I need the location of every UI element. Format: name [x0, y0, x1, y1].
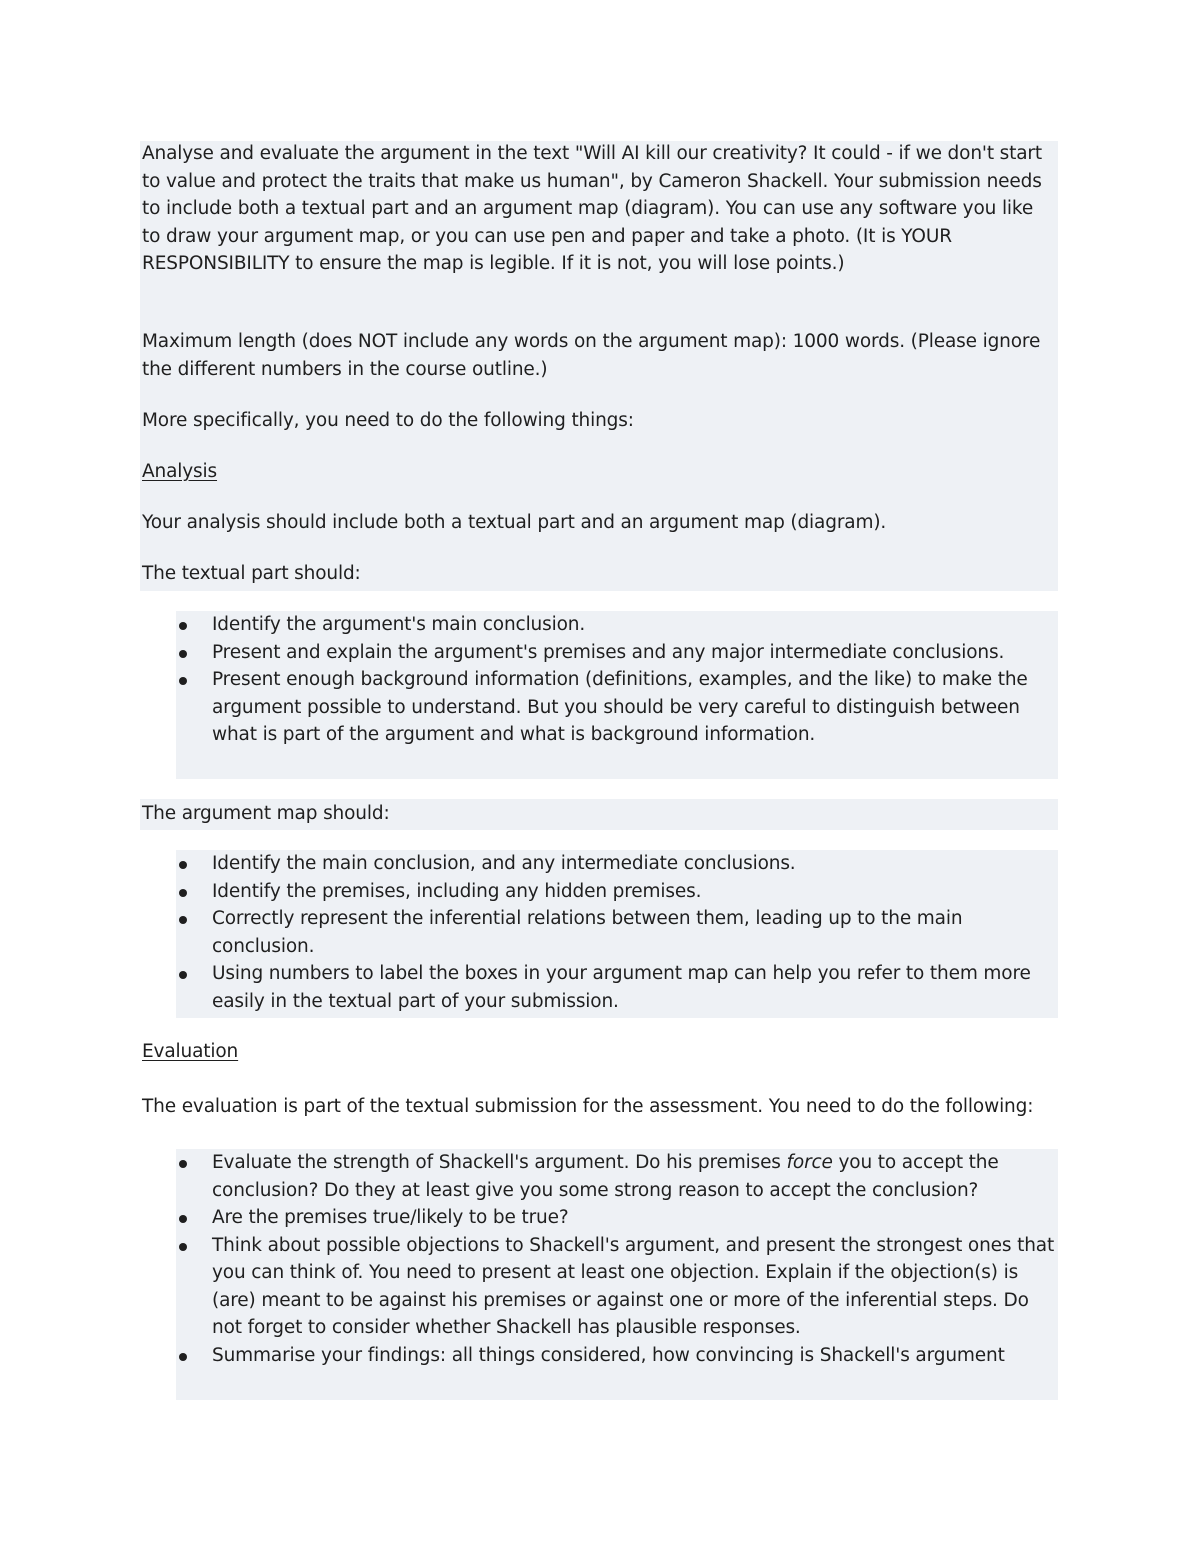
list-item: Think about possible objections to Shackell's argument, and present the strongest ones that you can think of. You need to present at least one objection. Explain if the objection(s) is (are) meant to be against his premises or against one or more of the inferential steps. Do not forget to consider whether Shackell has plausible responses.: [176, 1232, 1056, 1342]
analysis-heading: Analysis: [142, 461, 218, 482]
evaluation-intro: The evaluation is part of the textual submission for the assessment. You need to do the following:: [142, 1096, 1034, 1117]
max-length-paragraph: Maximum length (does NOT include any words on the argument map): 1000 words. (Please ignore the different numbers in the course outline.): [142, 331, 1041, 380]
textual-part-list: [176, 611, 1056, 749]
list-item: Using numbers to label the boxes in your argument map can help you refer to them more easily in the textual part of your submission.: [176, 960, 1056, 1015]
analysis-intro: Your analysis should include both a textual part and an argument map (diagram).: [142, 512, 887, 533]
list-item: Are the premises true/likely to be true?: [176, 1204, 1056, 1232]
list-item: Identify the argument's main conclusion.: [176, 611, 1056, 639]
item-text: you to accept the conclusion? Do they at least give you some strong reason to accept the conclusion?: [212, 1152, 999, 1201]
more-specifically-paragraph: More specifically, you need to do the following things:: [142, 410, 634, 431]
evaluation-heading: Evaluation: [142, 1041, 239, 1062]
argument-map-list: [176, 850, 1056, 1015]
list-item: [176, 1149, 1056, 1204]
list-item: Summarise your findings: all things considered, how convincing is Shackell's argument: [176, 1342, 1056, 1370]
list-item: Identify the premises, including any hidden premises.: [176, 878, 1056, 906]
list-item: Correctly represent the inferential relations between them, leading up to the main conclusion.: [176, 905, 1056, 960]
list-item: Present and explain the argument's premises and any major intermediate conclusions.: [176, 639, 1056, 667]
list-item: Present enough background information (definitions, examples, and the like) to make the argument possible to understand. But you should be very careful to distinguish between what is part of the argument and what is background information.: [176, 666, 1056, 749]
intro-paragraph: Analyse and evaluate the argument in the text "Will AI kill our creativity? It could - if we don't start to value and protect the traits that make us human", by Cameron Shackell. Your submission needs to include both a textual part and an argument map (diagram). You can use any software you like to draw your argument map, or you can use pen and paper and take a photo. (It is YOUR RESPONSIBILITY to ensure the map is legible. If it is not, you will lose points.): [142, 143, 1042, 274]
evaluation-list: [176, 1149, 1056, 1369]
item-text: Evaluate the strength of Shackell's argument. Do his premises: [212, 1152, 787, 1173]
emphasis-text: force: [786, 1152, 833, 1173]
textual-part-label: The textual part should:: [142, 563, 361, 584]
list-item: Identify the main conclusion, and any intermediate conclusions.: [176, 850, 1056, 878]
argument-map-label: The argument map should:: [142, 803, 390, 824]
